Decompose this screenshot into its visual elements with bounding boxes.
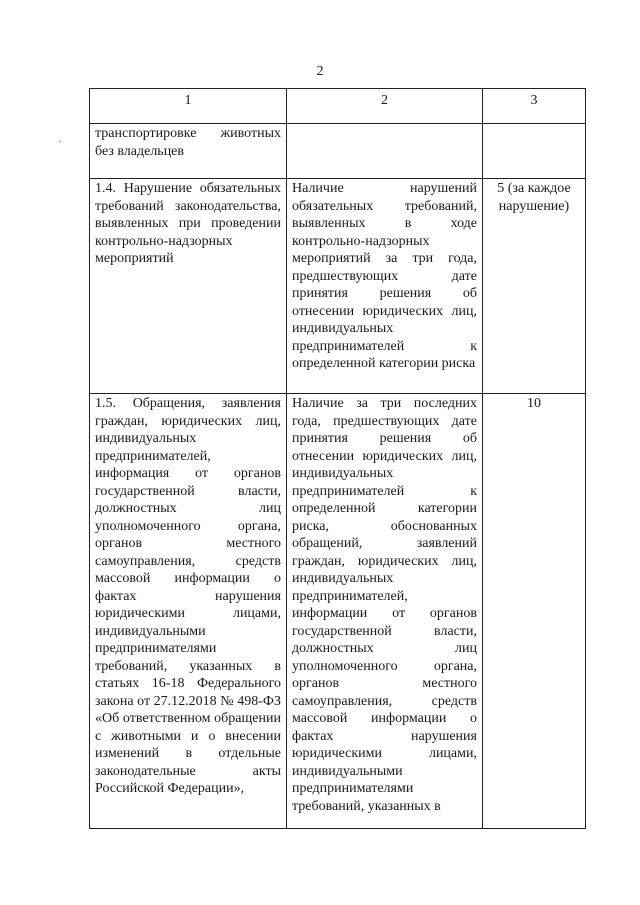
column-header-2: 2 [287,89,483,124]
row-criterion-cell: 1.4. Нарушение обязательных требований законодательства, выявленных при проведении контрольно-надзорных мероприятий [90,179,287,394]
row-condition-cell [287,124,483,179]
table-row [90,394,586,829]
column-header-3: 3 [483,89,586,124]
row-score-cell: 10 [483,394,586,829]
row-condition-cell: Наличие за три последних года, предшествующих дате принятия решения об отнесении юридических лиц, индивидуальных предпринимателей к определенной категории риска, обоснованных обращений, заявлений граждан, юридических лиц, индивидуальных предпринимателей, информации от органов государственной власти, должностных лиц уполномоченного органа, органов местного самоуправления, средств массовой информации о фактах нарушения юридическими лицами, индивидуальными предпринимателями требований, указанных в [287,394,483,829]
row-condition-cell: Наличие нарушений обязательных требований, выявленных в ходе контрольно-надзорных мероприятий за три года, предшествующих дате принятия решения об отнесении юридических лиц, индивидуальных предпринимателей к определенной категории риска [287,179,483,394]
row-score-cell: 5 (за каждое нарушение) [483,179,586,394]
row-score-cell [483,124,586,179]
criteria-table [89,88,586,829]
page-number: 2 [316,64,324,79]
table-row [90,124,586,179]
row-criterion-cell: 1.5. Обращения, заявления граждан, юридических лиц, индивидуальных предпринимателей, информация от органов государственной власти, должностных лиц уполномоченного органа, органов местного самоуправления, средств массовой информации о фактах нарушения юридическими лицами, индивидуальными предпринимателями требований, указанных в статьях 16-18 Федерального закона от 27.12.2018 № 498-ФЗ «Об ответственном обращении с животными и о внесении изменений в отдельные законодательные акты Российской Федерации», [90,394,287,829]
table-row [90,179,586,394]
table-header-row [90,89,586,124]
column-header-1: 1 [90,89,287,124]
row-criterion-cell: транспортировке животных без владельцев [90,124,287,179]
margin-mark: · [58,137,62,148]
